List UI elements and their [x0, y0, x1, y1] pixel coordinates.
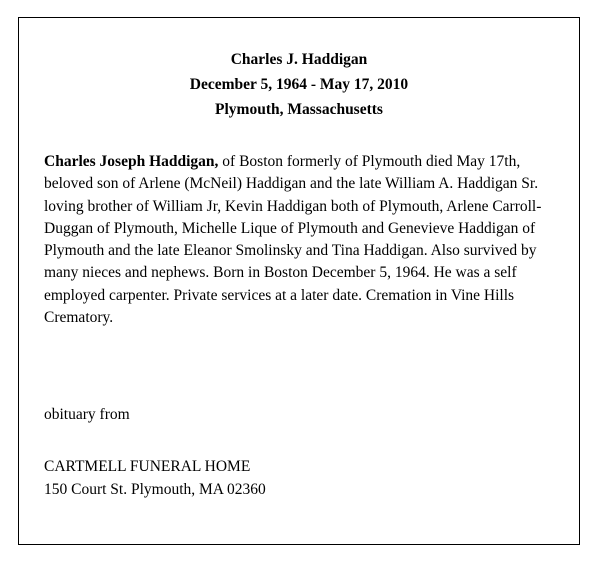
funeral-home-name: CARTMELL FUNERAL HOME	[44, 458, 251, 475]
location: Plymouth, Massachusetts	[215, 101, 383, 118]
source-label: obituary from	[44, 406, 130, 423]
obituary-frame	[18, 17, 580, 545]
funeral-home-address: 150 Court St. Plymouth, MA 02360	[44, 480, 266, 498]
life-dates: December 5, 1964 - May 17, 2010	[189, 76, 409, 93]
deceased-name: Charles J. Haddigan	[230, 51, 368, 68]
obituary-lead-name: Charles Joseph Haddigan,	[44, 153, 219, 170]
funeral-home-block	[44, 456, 266, 501]
obituary-body	[44, 151, 559, 329]
obituary-header	[19, 47, 579, 122]
obituary-text: of Boston formerly of Plymouth died May 17th, beloved son of Arlene (McNeil) Haddigan and the late William A. Haddigan Sr. loving brother of William Jr, Kevin Haddigan both of Plymouth, Arlene Carroll- Duggan of Plymouth, Michelle Lique of Plymouth and Genevieve Haddigan of Plymouth and the late Eleanor Smolinsky and Tina Haddigan. Also survived by many nieces and nephews. Born in Boston December 5, 1964. He was a self employed carpenter. Private services at a later date. Cremation in Vine Hills Crematory.	[44, 153, 542, 327]
